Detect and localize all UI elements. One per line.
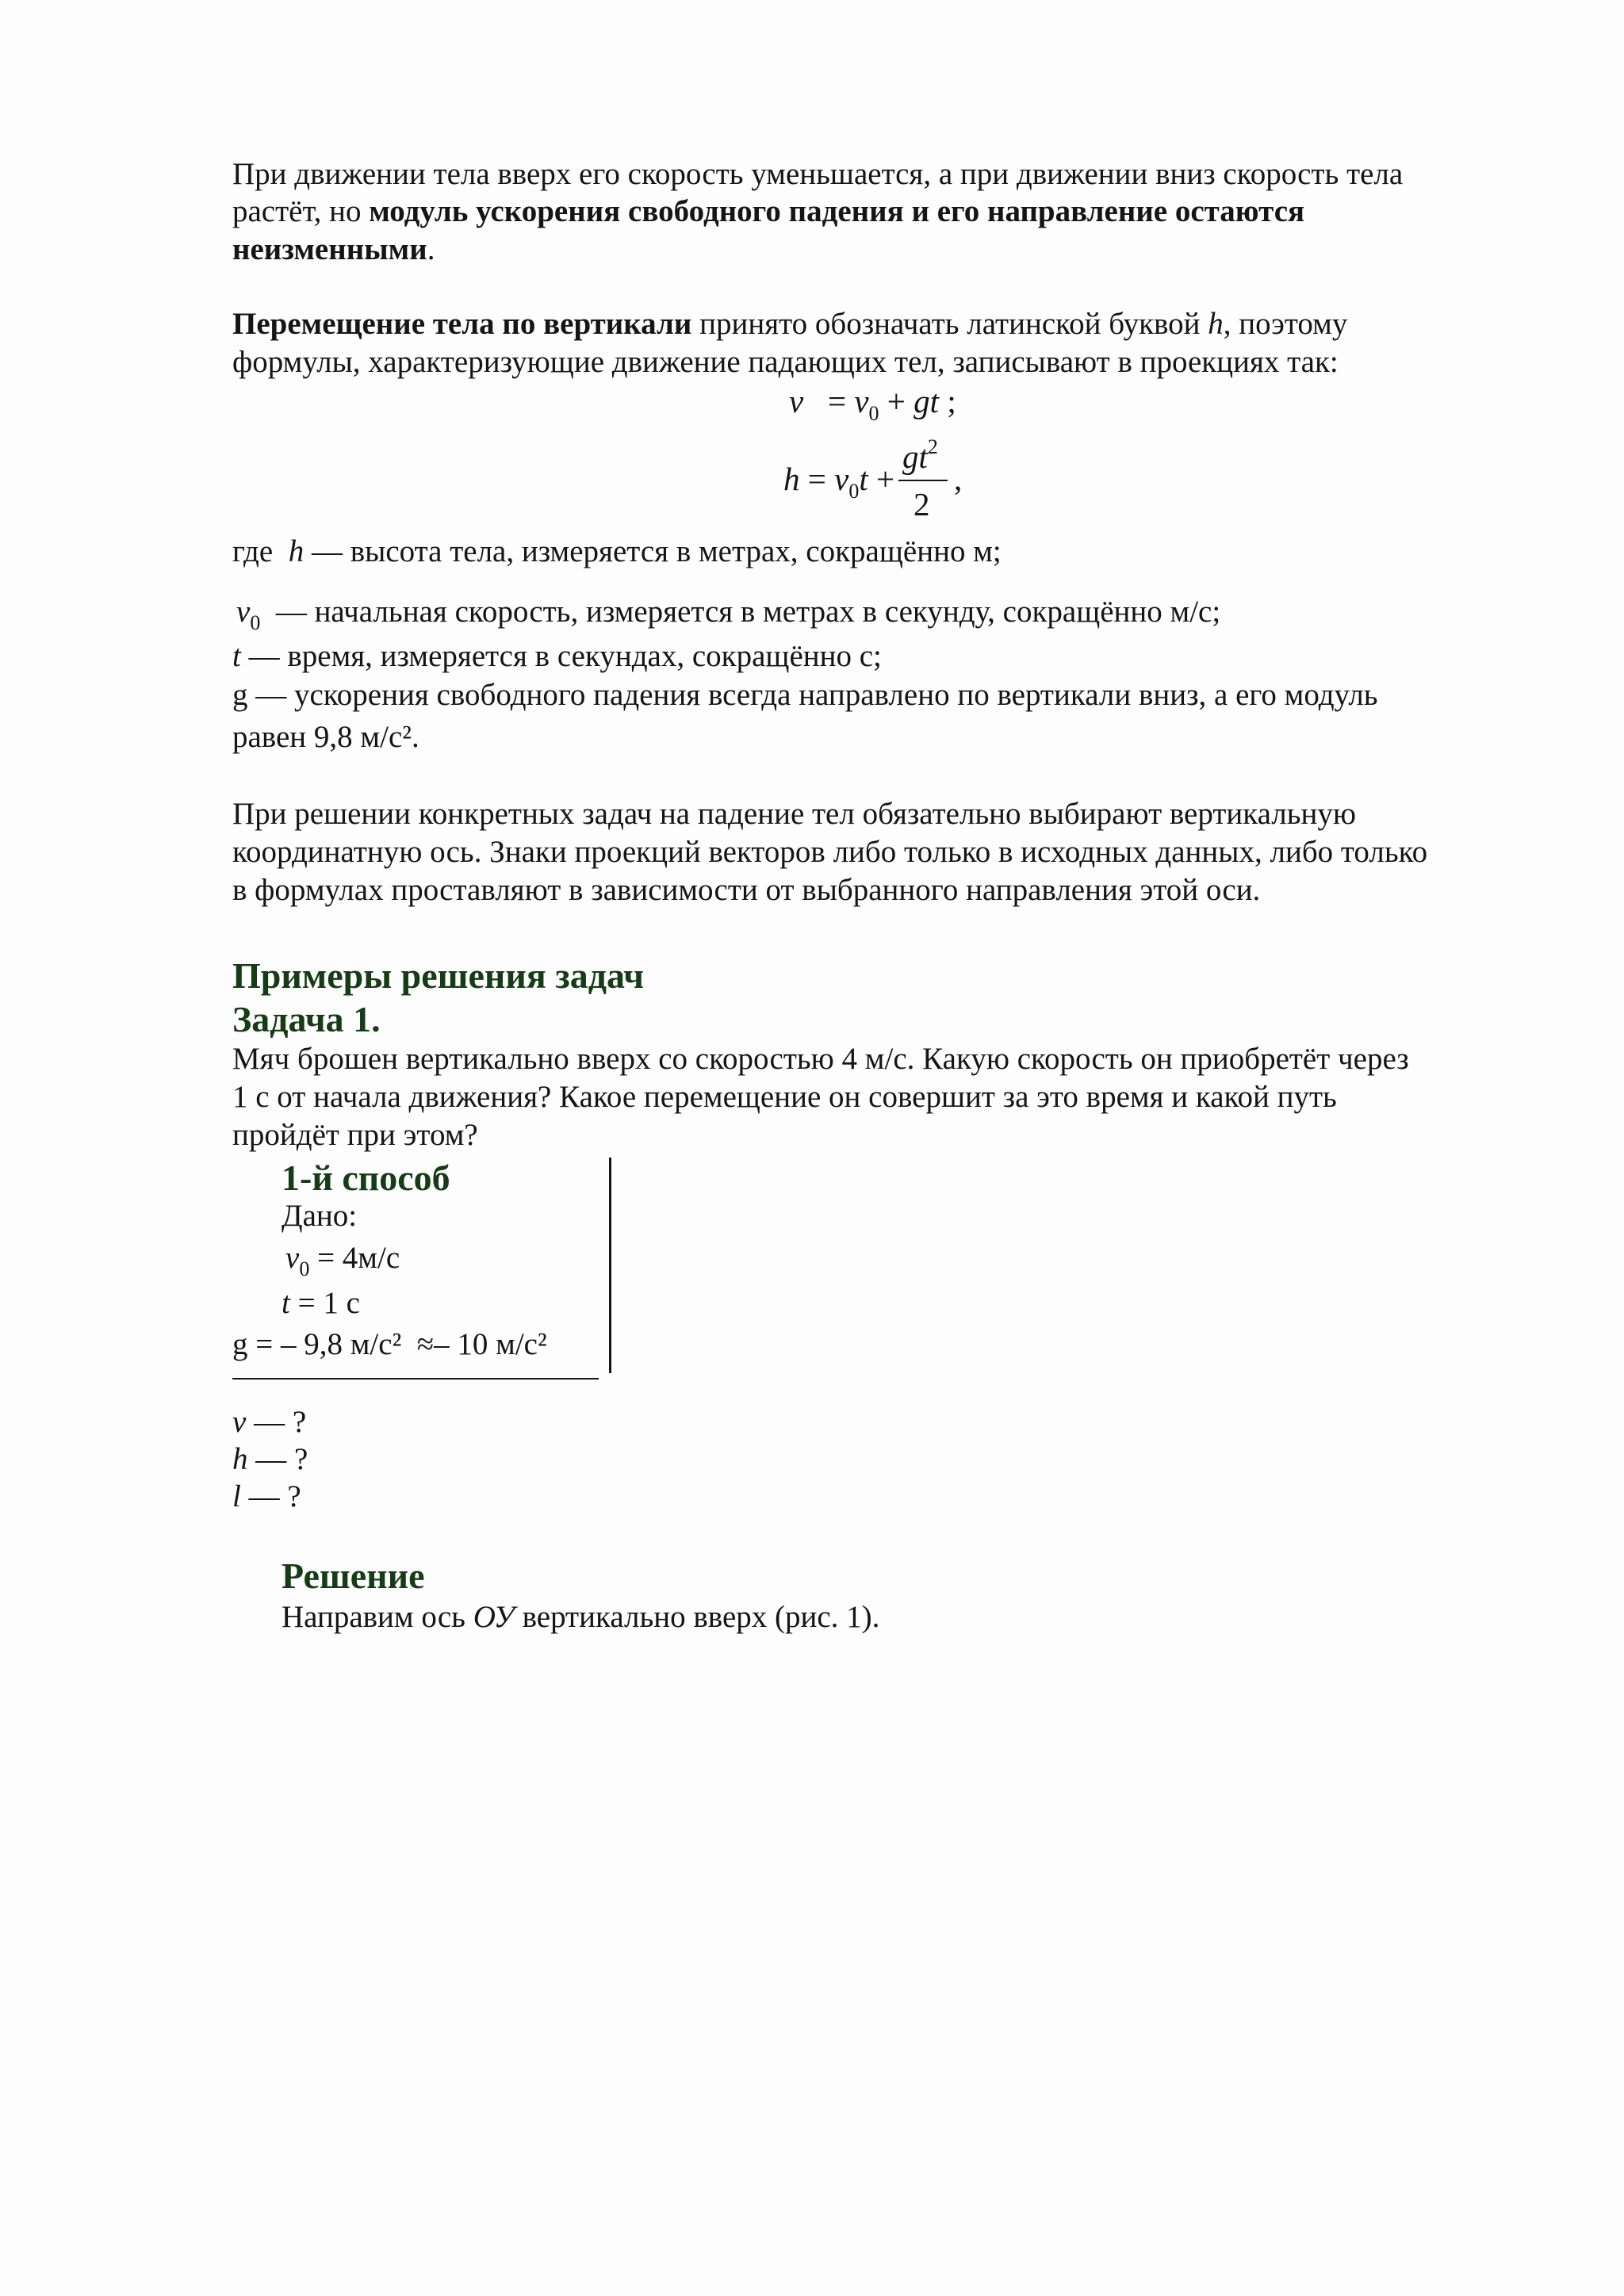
definition-v0-sub: 0 bbox=[250, 611, 261, 634]
unknown-v-symbol: v bbox=[232, 1405, 247, 1439]
paragraph-3-line-3: в формулах проставляют в зависимости от выбранного направления этой оси. bbox=[232, 873, 1261, 907]
paragraph-1-period: . bbox=[427, 232, 435, 266]
given-g-value: g = – 9,8 м/с² bbox=[232, 1327, 402, 1361]
formula-1-eq: = bbox=[827, 383, 847, 419]
unknown-h-question: — ? bbox=[247, 1442, 308, 1476]
definition-h bbox=[232, 533, 1002, 571]
solution-text-b: вертикально вверх (рис. 1). bbox=[514, 1600, 880, 1634]
given-t-symbol: t bbox=[282, 1286, 290, 1320]
given-label: Дано: bbox=[282, 1199, 358, 1233]
formula-1-sub0: 0 bbox=[868, 402, 879, 425]
given-g bbox=[232, 1326, 547, 1364]
formula-1-v: v bbox=[789, 383, 804, 419]
symbol-h: h bbox=[1208, 307, 1224, 341]
given-v0-value: = 4м/с bbox=[317, 1241, 400, 1275]
definition-h-symbol: h bbox=[288, 534, 304, 568]
task-heading: Задача 1. bbox=[232, 999, 381, 1039]
formula-2-h: h bbox=[783, 461, 800, 497]
paragraph-3-line-1: При решении конкретных задач на падение тел обязательно выбирают вертикальную bbox=[232, 797, 1357, 831]
unknown-h bbox=[232, 1441, 308, 1479]
given-v0-sub: 0 bbox=[299, 1257, 310, 1280]
formula-2-comma: , bbox=[954, 461, 963, 497]
unknown-l-question: — ? bbox=[240, 1479, 301, 1513]
solution-text bbox=[282, 1598, 879, 1636]
paragraph-2-bold: Перемещение тела по вертикали bbox=[232, 307, 692, 341]
definition-v0-text: — начальная скорость, измеряется в метрах в секунду, сокращённо м/с; bbox=[275, 595, 1221, 629]
definition-g-line-1: g — ускорения свободного падения всегда направлено по вертикали вниз, а его модуль bbox=[232, 678, 1378, 712]
unknown-h-symbol: h bbox=[232, 1442, 248, 1476]
given-vertical-rule bbox=[609, 1158, 611, 1373]
given-g-approx: ≈– 10 м/с² bbox=[416, 1327, 547, 1361]
paragraph-1-line-3 bbox=[232, 231, 435, 269]
paragraph-2-line-2: формулы, характеризующие движение падающих тел, записывают в проекциях так: bbox=[232, 345, 1339, 379]
formula-2-denominator: 2 bbox=[914, 486, 930, 522]
paragraph-1-line-2 bbox=[232, 193, 1304, 231]
given-v0 bbox=[285, 1239, 400, 1280]
paragraph-2-text-a: принято обозначать латинской буквой bbox=[691, 307, 1208, 341]
definition-h-text: — высота тела, измеряется в метрах, сокращённо м; bbox=[311, 534, 1002, 568]
method-heading: 1-й способ bbox=[282, 1158, 450, 1198]
formula-displacement-left bbox=[783, 460, 895, 503]
definition-t-symbol: t bbox=[232, 639, 241, 673]
formula-2-numerator bbox=[902, 435, 938, 476]
given-horizontal-rule bbox=[232, 1378, 599, 1380]
formula-2-fraction-bar bbox=[898, 480, 948, 481]
formula-2-v0: v bbox=[834, 461, 849, 497]
paragraph-3-line-2: координатную ось. Знаки проекций векторов либо только в исходных данных, либо только bbox=[232, 835, 1428, 869]
solution-axis: ОУ bbox=[473, 1600, 515, 1634]
formula-1-gt: gt bbox=[914, 383, 940, 419]
unknown-l-symbol: l bbox=[232, 1479, 241, 1513]
unknown-l bbox=[232, 1478, 301, 1516]
formula-1-semicolon: ; bbox=[947, 383, 956, 419]
paragraph-1-line-1: При движении тела вверх его скорость уменьшается, а при движении вниз скорость тела bbox=[232, 157, 1404, 191]
formula-2-plus: + bbox=[875, 461, 895, 497]
definition-t bbox=[232, 637, 882, 675]
formula-1-plus: + bbox=[887, 383, 906, 419]
formula-2-t: t bbox=[859, 461, 868, 497]
formula-2-sup: 2 bbox=[927, 435, 938, 458]
task-line-1: Мяч брошен вертикально вверх со скоростью 4 м/с. Какую скорость он приобретёт через bbox=[232, 1042, 1409, 1076]
formula-2-sub0: 0 bbox=[848, 480, 860, 503]
unknown-v bbox=[232, 1403, 306, 1441]
formula-velocity bbox=[789, 382, 956, 425]
definition-t-text: — время, измеряется в секундах, сокращённо с; bbox=[248, 639, 882, 673]
definition-v0-symbol: v bbox=[236, 595, 251, 629]
definition-v0 bbox=[236, 593, 1220, 634]
task-line-3: пройдёт при этом? bbox=[232, 1118, 478, 1152]
paragraph-2-text-b: , поэтому bbox=[1223, 307, 1348, 341]
paragraph-1-bold: модуль ускорения свободного падения и его направление остаются bbox=[369, 194, 1305, 228]
unknown-v-question: — ? bbox=[246, 1405, 307, 1439]
given-t bbox=[282, 1284, 360, 1322]
paragraph-2-line-1 bbox=[232, 305, 1347, 343]
definition-h-prefix: где bbox=[232, 534, 274, 568]
solution-heading: Решение bbox=[282, 1556, 425, 1596]
paragraph-1-text: растёт, но bbox=[232, 194, 370, 228]
examples-heading: Примеры решения задач bbox=[232, 955, 645, 996]
task-line-2: 1 с от начала движения? Какое перемещение он совершит за это время и какой путь bbox=[232, 1080, 1337, 1114]
solution-text-a: Направим ось bbox=[282, 1600, 473, 1634]
definition-g-line-2: равен 9,8 м/с². bbox=[232, 720, 419, 754]
given-v0-symbol: v bbox=[285, 1241, 300, 1275]
given-t-value: = 1 с bbox=[297, 1286, 360, 1320]
formula-2-gt: gt bbox=[902, 438, 928, 475]
formula-2-eq: = bbox=[807, 461, 826, 497]
paragraph-1-bold-end: неизменными bbox=[232, 232, 427, 266]
formula-1-v0: v bbox=[854, 383, 869, 419]
